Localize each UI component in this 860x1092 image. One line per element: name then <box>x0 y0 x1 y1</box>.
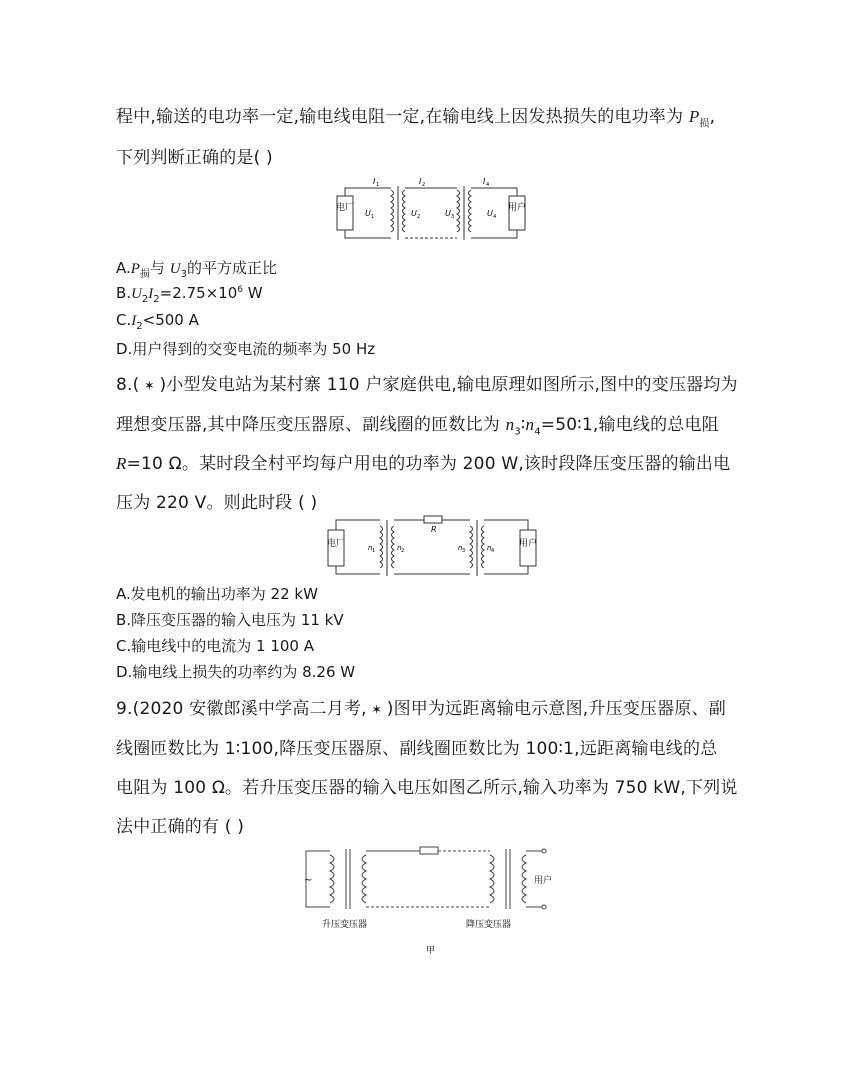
q8-turns-n3: n <box>458 544 463 552</box>
svg-text:4: 4 <box>493 214 497 220</box>
q9-line-4: 法中正确的有 ( ) <box>116 817 245 837</box>
svg-text:2: 2 <box>422 182 426 188</box>
q7-option-b: $B.U_2I_2=2.75\times 10^6$ W <box>116 284 263 305</box>
svg-text:3: 3 <box>451 214 455 220</box>
q7-current-i4: I <box>483 177 486 186</box>
q8-user-label: 用户 <box>518 539 538 549</box>
q7-current-i1: I <box>373 177 376 186</box>
q9-figure-caption: 甲 <box>426 946 436 956</box>
svg-text:1: 1 <box>372 548 376 554</box>
q9-ac-source-label: ~ <box>304 875 313 886</box>
q8-option-d: D.输电线上损失的功率约为 8.26 W <box>116 663 356 681</box>
svg-text:3: 3 <box>462 548 466 554</box>
q8-option-c: C.输电线中的电流为 1 100 A <box>116 637 314 655</box>
q9-line-1: 9.(2020 安徽郎溪中学高二月考, ✶ )图甲为远距离输电示意图,升压变压器原、副 <box>116 699 726 719</box>
q7-user-label: 用户 <box>507 203 527 213</box>
svg-text:2: 2 <box>401 548 405 554</box>
q8-line-2: 理想变压器,其中降压变压器原、副线圈的匝数比为 $n_3∶n_4=50∶1$,输电线的总电阻 <box>116 415 719 438</box>
q7-plant-label: 电厂 <box>335 203 355 213</box>
q7-voltage-u3: U <box>445 209 451 218</box>
q7-option-a: $A.P_损$与 $U_3$的平方成正比 <box>116 259 277 280</box>
q7-voltage-u2: U <box>411 209 417 218</box>
q9-line-3: 电阻为 100 Ω。若升压变压器的输入电压如图乙所示,输入功率为 750 kW,下列说 <box>116 778 738 798</box>
q7-voltage-u1: U <box>365 209 371 218</box>
q8-resistor-label: R <box>431 525 437 534</box>
q7-line-2: 下列判断正确的是( ) <box>116 148 273 168</box>
difficulty-star-icon: ✶ <box>371 703 383 718</box>
q8-line-1: 8.( ✶ )小型发电站为某村寨 110 户家庭供电,输电原理如图所示,图中的变压器均为 <box>116 375 738 395</box>
q7-voltage-u4: U <box>487 209 493 218</box>
q7-option-c: $C.I_2<500$ A <box>116 311 199 332</box>
q9-user-label: 用户 <box>534 876 553 886</box>
svg-text:4: 4 <box>491 548 495 554</box>
q8-line-3: R=10 Ω。某时段全村平均每户用电的功率为 200 W,该时段降压变压器的输出电 <box>116 454 731 474</box>
q7-line-1: 程中,输送的电功率一定,输电线电阻一定,在输电线上因发热损失的电功率为 $P_损$, <box>116 107 716 130</box>
q7-current-i2: I <box>419 177 422 186</box>
svg-text:1: 1 <box>376 182 380 188</box>
svg-text:2: 2 <box>417 214 421 220</box>
q9-line-2: 线圈匝数比为 1∶100,降压变压器原、副线圈匝数比为 100∶1,远距离输电线的总 <box>116 739 718 759</box>
svg-text:1: 1 <box>371 214 375 220</box>
difficulty-star-icon: ✶ <box>143 379 155 394</box>
q9-step-up-label: 升压变压器 <box>322 920 368 930</box>
q7-option-d: D.用户得到的交变电流的频率为 50 Hz <box>116 340 376 358</box>
q8-circuit-diagram <box>324 514 540 580</box>
q8-turns-n4: n <box>487 544 492 552</box>
q9-transmission-diagram <box>300 843 562 959</box>
q9-step-down-label: 降压变压器 <box>466 920 512 930</box>
q8-line-4: 压为 220 V。则此时段 ( ) <box>116 493 318 513</box>
q8-plant-label: 电厂 <box>326 539 346 549</box>
q8-option-a: A.发电机的输出功率为 22 kW <box>116 585 318 603</box>
q8-option-b: B.降压变压器的输入电压为 11 kV <box>116 611 344 629</box>
svg-text:4: 4 <box>486 182 490 188</box>
q8-turns-n2: n <box>397 544 402 552</box>
q8-turns-n1: n <box>368 544 373 552</box>
q7-circuit-diagram <box>331 176 531 242</box>
